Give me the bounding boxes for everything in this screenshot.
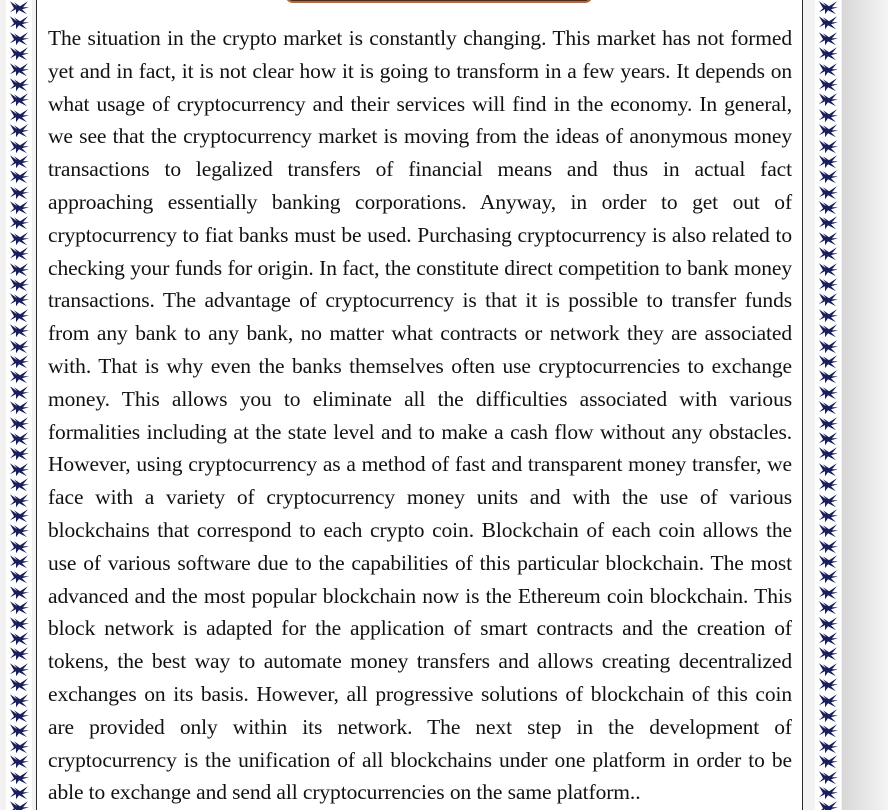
swallow-ornament-icon xyxy=(8,308,30,323)
swallow-ornament-icon xyxy=(8,754,30,769)
swallow-ornament-icon xyxy=(8,169,30,184)
swallow-ornament-icon xyxy=(817,446,839,461)
swallow-ornament-icon xyxy=(817,616,839,631)
swallow-ornament-icon xyxy=(817,369,839,384)
swallow-ornament-icon xyxy=(8,0,30,15)
swallow-ornament-icon xyxy=(8,523,30,538)
swallow-ornament-icon xyxy=(817,585,839,600)
swallow-ornament-icon xyxy=(8,215,30,230)
swallow-ornament-icon xyxy=(8,200,30,215)
swallow-ornament-icon xyxy=(817,462,839,477)
swallow-ornament-icon xyxy=(817,385,839,400)
swallow-ornament-icon xyxy=(8,15,30,30)
swallow-ornament-icon xyxy=(8,569,30,584)
swallow-ornament-icon xyxy=(817,554,839,569)
swallow-ornament-icon xyxy=(8,139,30,154)
swallow-ornament-icon xyxy=(8,31,30,46)
swallow-ornament-icon xyxy=(817,677,839,692)
swallow-ornament-icon xyxy=(8,693,30,708)
swallow-ornament-icon xyxy=(8,339,30,354)
swallow-ornament-icon xyxy=(817,292,839,307)
swallow-ornament-icon xyxy=(8,400,30,415)
swallow-ornament-icon xyxy=(817,62,839,77)
swallow-ornament-icon xyxy=(817,416,839,431)
swallow-ornament-icon xyxy=(817,215,839,230)
swallow-ornament-icon xyxy=(817,108,839,123)
swallow-ornament-icon xyxy=(817,154,839,169)
swallow-ornament-icon xyxy=(817,200,839,215)
right-frame-line xyxy=(802,0,803,810)
swallow-ornament-icon xyxy=(817,508,839,523)
swallow-ornament-icon xyxy=(8,92,30,107)
swallow-ornament-icon xyxy=(8,662,30,677)
swallow-ornament-icon xyxy=(817,770,839,785)
swallow-ornament-icon xyxy=(8,323,30,338)
swallow-ornament-icon xyxy=(8,431,30,446)
swallow-ornament-icon xyxy=(8,123,30,138)
swallow-ornament-icon xyxy=(817,139,839,154)
swallow-ornament-icon xyxy=(817,431,839,446)
swallow-ornament-icon xyxy=(8,46,30,61)
page-shadow xyxy=(842,0,888,810)
swallow-ornament-icon xyxy=(8,554,30,569)
swallow-ornament-icon xyxy=(817,739,839,754)
swallow-ornament-icon xyxy=(8,800,30,810)
swallow-ornament-icon xyxy=(8,62,30,77)
swallow-ornament-icon xyxy=(8,185,30,200)
swallow-ornament-icon xyxy=(817,493,839,508)
swallow-ornament-icon xyxy=(817,800,839,810)
swallow-ornament-icon xyxy=(817,46,839,61)
swallow-ornament-icon xyxy=(8,493,30,508)
swallow-ornament-icon xyxy=(817,231,839,246)
swallow-ornament-icon xyxy=(8,646,30,661)
swallow-ornament-icon xyxy=(817,185,839,200)
swallow-ornament-icon xyxy=(817,308,839,323)
swallow-ornament-icon xyxy=(817,631,839,646)
swallow-ornament-icon xyxy=(8,108,30,123)
swallow-ornament-icon xyxy=(817,15,839,30)
swallow-ornament-icon xyxy=(817,723,839,738)
swallow-ornament-icon xyxy=(8,246,30,261)
swallow-ornament-icon xyxy=(8,77,30,92)
swallow-ornament-icon xyxy=(817,123,839,138)
swallow-ornament-icon xyxy=(817,477,839,492)
swallow-ornament-icon xyxy=(817,693,839,708)
swallow-ornament-icon xyxy=(8,462,30,477)
swallow-ornament-icon xyxy=(817,569,839,584)
swallow-ornament-icon xyxy=(8,477,30,492)
swallow-ornament-icon xyxy=(8,770,30,785)
swallow-ornament-icon xyxy=(8,677,30,692)
swallow-ornament-icon xyxy=(817,354,839,369)
swallow-ornament-icon xyxy=(817,785,839,800)
swallow-ornament-icon xyxy=(817,400,839,415)
left-ornament-border xyxy=(6,0,32,810)
swallow-ornament-icon xyxy=(8,585,30,600)
swallow-ornament-icon xyxy=(8,739,30,754)
swallow-ornament-icon xyxy=(8,154,30,169)
swallow-ornament-icon xyxy=(8,416,30,431)
swallow-ornament-icon xyxy=(817,169,839,184)
swallow-ornament-icon xyxy=(817,323,839,338)
swallow-ornament-icon xyxy=(8,446,30,461)
swallow-ornament-icon xyxy=(817,246,839,261)
swallow-ornament-icon xyxy=(8,262,30,277)
swallow-ornament-icon xyxy=(8,785,30,800)
swallow-ornament-icon xyxy=(817,92,839,107)
swallow-ornament-icon xyxy=(8,508,30,523)
swallow-ornament-icon xyxy=(817,0,839,15)
swallow-ornament-icon xyxy=(817,277,839,292)
swallow-ornament-icon xyxy=(8,369,30,384)
swallow-ornament-icon xyxy=(817,539,839,554)
swallow-ornament-icon xyxy=(8,631,30,646)
swallow-ornament-icon xyxy=(817,77,839,92)
swallow-ornament-icon xyxy=(817,662,839,677)
swallow-ornament-icon xyxy=(8,616,30,631)
swallow-ornament-icon xyxy=(817,754,839,769)
right-ornament-border xyxy=(815,0,841,810)
swallow-ornament-icon xyxy=(8,600,30,615)
swallow-ornament-icon xyxy=(8,277,30,292)
swallow-ornament-icon xyxy=(8,708,30,723)
swallow-ornament-icon xyxy=(817,523,839,538)
swallow-ornament-icon xyxy=(8,385,30,400)
swallow-ornament-icon xyxy=(8,231,30,246)
swallow-ornament-icon xyxy=(817,339,839,354)
swallow-ornament-icon xyxy=(8,354,30,369)
body-paragraph: The situation in the crypto market is constantly changing. This market has not formed yet and in fact, it is not clear how it is going to transform in a few years. It depends on what usage of cryptocurrency and their services will find in the economy. In general, we see that the cryptocurrency market is moving from the ideas of anonymous money transactions to legalized transfers of financial means and thus in actual fact approaching essentially banking corporations. Anyway, in order to get out of cryptocurrency to fiat banks must be used. Purchasing cryptocurrency is also related to checking your funds for origin. In fact, the constitute direct competition to bank money transactions. The advantage of cryptocurrency is that it is possible to transfer funds from any bank to any bank, no matter what contracts or network they are associated with. That is why even the banks themselves often use cryptocurrencies to exchange money. This allows you to eliminate all the difficulties associated with various formalities including at the state level and to make a cash flow without any obstacles. However, using cryptocurrency as a method of fast and transparent money transfer, we face with a variety of cryptocurrency money units and with the use of various blockchains that correspond to each crypto coin. Blockchain of each coin allows the use of various software due to the capabilities of this particular blockchain. The most advanced and the most popular blockchain now is the Ethereum coin blockchain. This block network is adapted for the application of smart contracts and the creation of tokens, the best way to automate money transfers and allows creating decentralized exchanges on its basis. However, all progressive solutions of blockchain of this coin are provided only within its network. The next step in the development of cryptocurrency is the unification of all blockchains under one platform in order to be able to exchange and send all cryptocurrencies on the same platform.. xyxy=(48,26,792,805)
swallow-ornament-icon xyxy=(817,708,839,723)
swallow-ornament-icon xyxy=(8,539,30,554)
swallow-ornament-icon xyxy=(817,262,839,277)
swallow-ornament-icon xyxy=(817,31,839,46)
top-tab-decoration xyxy=(285,0,593,3)
swallow-ornament-icon xyxy=(8,292,30,307)
swallow-ornament-icon xyxy=(817,646,839,661)
swallow-ornament-icon xyxy=(8,723,30,738)
swallow-ornament-icon xyxy=(817,600,839,615)
